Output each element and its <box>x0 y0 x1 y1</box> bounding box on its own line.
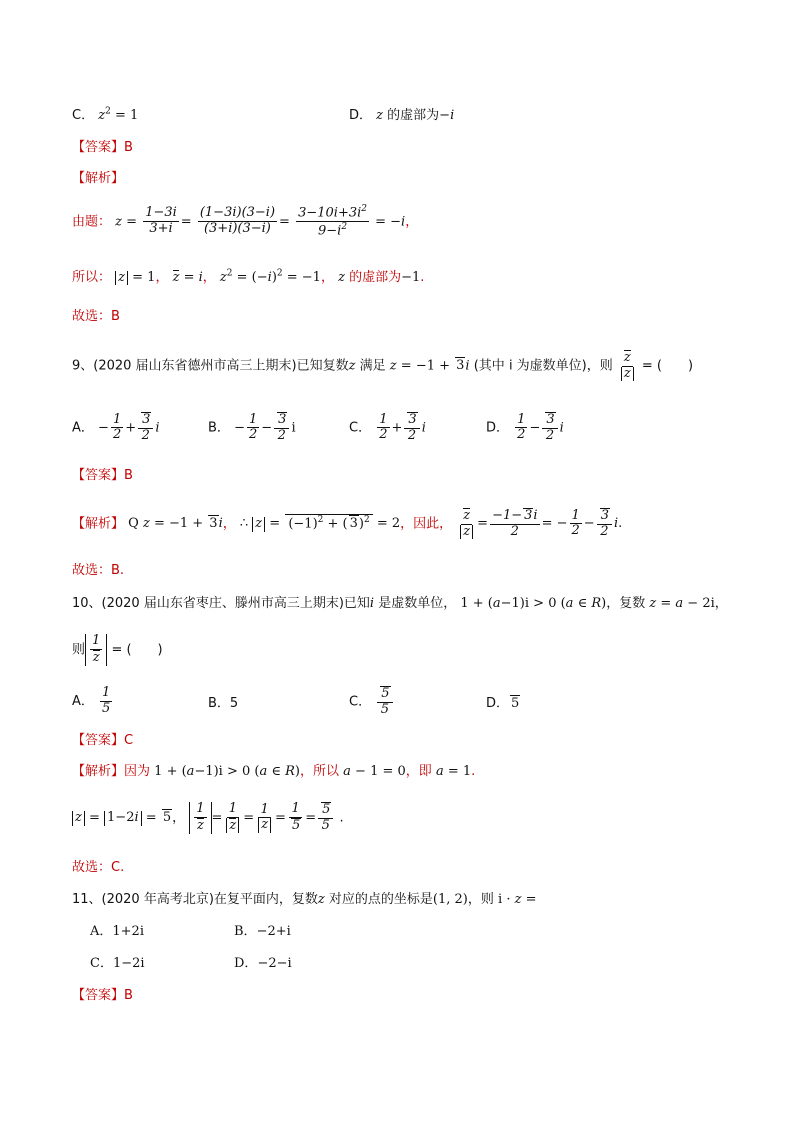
q11-option-b: B．−2+i <box>234 924 291 939</box>
q9-option-d: D． $\frac{1}{2}$ − $\frac{3}{2}$ i <box>486 411 564 443</box>
q10-option-d: D． 5 <box>486 696 520 711</box>
q10-option-c: C． $\frac{5}{5}$ <box>349 686 395 718</box>
q10-option-a: A． $\frac{1}{5}$ <box>72 685 111 716</box>
prev-option-d: D． z 的虚部为−i <box>349 108 455 123</box>
q10-option-b: B．5 <box>208 696 239 711</box>
q10-stem-line1: 10、(2020 届山东省枣庄、滕州市高三上期末)已知i 是虚数单位， 1 + (a−1)i > 0 (a ∈ R)，复数 z = a − 2i， <box>72 596 728 611</box>
q10-derivation: z = 1−2i = 5， $\frac{1}{z}$ = $\frac{1}{z}$ = $\frac{1}{z}$ = $\frac{1}{5}$ = $\frac{5}{5}$ . <box>72 802 344 834</box>
q11-stem: 11、(2020 年高考北京)在复平面内，复数z 对应的点的坐标是(1, 2)，则 i · z = <box>72 892 537 907</box>
prev-analysis-label: 【解析】 <box>72 171 125 186</box>
prev-choose: 故选：B <box>72 309 120 324</box>
q10-answer: 【答案】C <box>72 733 134 748</box>
q11-option-c: C．1−2i <box>90 956 145 971</box>
q11-answer: 【答案】B <box>72 988 133 1003</box>
q9-option-a: A． − $\frac{1}{2}$ + $\frac{3}{2}$ i <box>72 411 160 443</box>
prev-option-c: C． $z^2 = 1$ <box>72 106 139 123</box>
q9-choose: 故选：B. <box>72 563 125 578</box>
prev-derivation: 由题： z = $\frac{1-3i}{3+i}$ = $\frac{(1-3i)(3-i)}{(3+i)(3-i)}$ = $\frac{3-10i+3i^2}{9-i^2}$ = −i， <box>72 204 419 239</box>
q10-choose: 故选：C. <box>72 860 125 875</box>
q9-option-b: B． − $\frac{1}{2}$ − $\frac{3}{2}$ i <box>208 411 296 443</box>
q11-option-d: D．−2−i <box>234 956 292 971</box>
prev-answer: 【答案】B <box>72 140 133 155</box>
q11-option-a: A．1+2i <box>90 924 144 939</box>
q9-answer: 【答案】B <box>72 468 133 483</box>
q9-option-c: C． $\frac{1}{2}$ + $\frac{3}{2}$ i <box>349 411 426 443</box>
q9-analysis: 【解析】 Q z = −1 + 3i， ∴ $z = (-1)^2$ + ( 3)$^2$ = 2，因此， $\frac{z}{z}$ = $\frac{-1- 3i}{2}$ = − $\frac{1}{2}$ − $\frac{3}{2}$ i. <box>72 507 623 539</box>
q9-stem: 9、(2020 届山东省德州市高三上期末)已知复数z 满足 z = −1 + 3i (其中 i 为虚数单位)，则 $\frac{z}{z}$ = ( ) <box>72 350 694 381</box>
q10-stem-line2: 则 $\frac{1}{z}$ = ( ) <box>72 633 163 665</box>
q10-analysis: 【解析】因为 1 + (a−1)i > 0 (a ∈ R)，所以 a − 1 = 0，即 a = 1. <box>72 764 476 779</box>
prev-conclusion: 所以： z = 1， z = i， $z^2 = (-i)^2 = -1$， z 的虚部为−1. <box>72 268 425 285</box>
